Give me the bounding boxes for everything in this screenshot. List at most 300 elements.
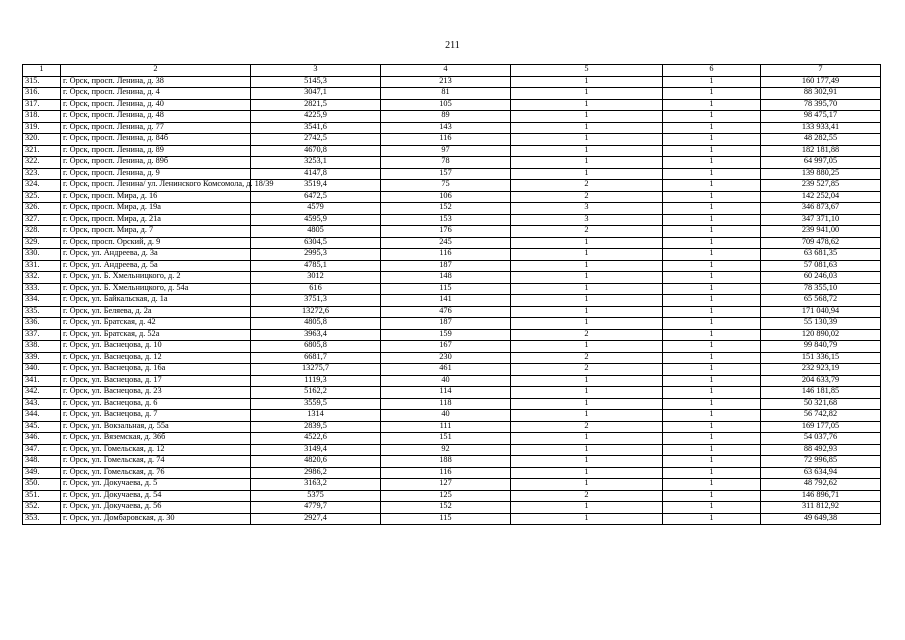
amount-cell: 204 633,79	[761, 375, 881, 387]
area-cell: 1314	[251, 410, 381, 422]
col6-cell: 1	[663, 364, 761, 376]
area-cell: 3519,4	[251, 180, 381, 192]
col5-cell: 1	[511, 157, 663, 169]
area-cell: 3559,5	[251, 398, 381, 410]
row-number-cell: 349.	[23, 467, 61, 479]
address-cell: г. Орск, просп. Мира, д. 21а	[61, 214, 251, 226]
column-header: 6	[663, 65, 761, 77]
count-cell: 141	[381, 295, 511, 307]
count-cell: 125	[381, 490, 511, 502]
table-row	[23, 157, 881, 169]
table-row	[23, 398, 881, 410]
address-cell: г. Орск, ул. Докучаева, д. 5	[61, 479, 251, 491]
area-cell: 4595,9	[251, 214, 381, 226]
col6-cell: 1	[663, 513, 761, 525]
address-cell: г. Орск, просп. Ленина, д. 40	[61, 99, 251, 111]
buildings-table	[22, 64, 881, 525]
row-number-cell: 316.	[23, 88, 61, 100]
amount-cell: 60 246,03	[761, 272, 881, 284]
col6-cell: 1	[663, 180, 761, 192]
amount-cell: 151 336,15	[761, 352, 881, 364]
amount-cell: 78 355,10	[761, 283, 881, 295]
table-row	[23, 502, 881, 514]
address-cell: г. Орск, ул. Докучаева, д. 54	[61, 490, 251, 502]
address-cell: г. Орск, просп. Ленина, д. 84б	[61, 134, 251, 146]
col6-cell: 1	[663, 111, 761, 123]
address-cell: г. Орск, ул. Васнецова, д. 16а	[61, 364, 251, 376]
address-cell: г. Орск, просп. Ленина, д. 77	[61, 122, 251, 134]
col5-cell: 1	[511, 283, 663, 295]
count-cell: 75	[381, 180, 511, 192]
col5-cell: 3	[511, 203, 663, 215]
col6-cell: 1	[663, 295, 761, 307]
area-cell: 4805,8	[251, 318, 381, 330]
area-cell: 3012	[251, 272, 381, 284]
col6-cell: 1	[663, 387, 761, 399]
amount-cell: 50 321,68	[761, 398, 881, 410]
table-row	[23, 134, 881, 146]
row-number-cell: 341.	[23, 375, 61, 387]
count-cell: 187	[381, 318, 511, 330]
row-number-cell: 332.	[23, 272, 61, 284]
area-cell: 3963,4	[251, 329, 381, 341]
count-cell: 111	[381, 421, 511, 433]
col6-cell: 1	[663, 318, 761, 330]
col5-cell: 1	[511, 249, 663, 261]
table-row	[23, 306, 881, 318]
row-number-cell: 327.	[23, 214, 61, 226]
col6-cell: 1	[663, 88, 761, 100]
address-cell: г. Орск, ул. Докучаева, д. 56	[61, 502, 251, 514]
col5-cell: 1	[511, 375, 663, 387]
table-row	[23, 421, 881, 433]
area-cell: 13272,6	[251, 306, 381, 318]
amount-cell: 65 568,72	[761, 295, 881, 307]
area-cell: 3751,3	[251, 295, 381, 307]
count-cell: 213	[381, 76, 511, 88]
col5-cell: 1	[511, 295, 663, 307]
amount-cell: 146 896,71	[761, 490, 881, 502]
count-cell: 245	[381, 237, 511, 249]
address-cell: г. Орск, ул. Андреева, д. 5а	[61, 260, 251, 272]
address-cell: г. Орск, просп. Ленина, д. 89б	[61, 157, 251, 169]
table-header-row	[23, 65, 881, 77]
table-row	[23, 444, 881, 456]
table-row	[23, 329, 881, 341]
col6-cell: 1	[663, 433, 761, 445]
address-cell: г. Орск, ул. Васнецова, д. 10	[61, 341, 251, 353]
amount-cell: 63 634,94	[761, 467, 881, 479]
amount-cell: 49 649,38	[761, 513, 881, 525]
table-row	[23, 479, 881, 491]
table-row	[23, 88, 881, 100]
area-cell: 616	[251, 283, 381, 295]
amount-cell: 99 840,79	[761, 341, 881, 353]
col5-cell: 1	[511, 306, 663, 318]
address-cell: г. Орск, ул. Домбаровская, д. 30	[61, 513, 251, 525]
col5-cell: 1	[511, 99, 663, 111]
area-cell: 4225,9	[251, 111, 381, 123]
amount-cell: 88 492,93	[761, 444, 881, 456]
amount-cell: 133 933,41	[761, 122, 881, 134]
amount-cell: 63 681,35	[761, 249, 881, 261]
amount-cell: 56 742,82	[761, 410, 881, 422]
table-row	[23, 318, 881, 330]
col5-cell: 3	[511, 214, 663, 226]
col6-cell: 1	[663, 134, 761, 146]
address-cell: г. Орск, просп. Ленина, д. 89	[61, 145, 251, 157]
address-cell: г. Орск, ул. Васнецова, д. 7	[61, 410, 251, 422]
page-number: 211	[445, 40, 460, 51]
column-header: 1	[23, 65, 61, 77]
count-cell: 148	[381, 272, 511, 284]
count-cell: 116	[381, 467, 511, 479]
row-number-cell: 326.	[23, 203, 61, 215]
column-header: 3	[251, 65, 381, 77]
table-row	[23, 364, 881, 376]
count-cell: 151	[381, 433, 511, 445]
row-number-cell: 339.	[23, 352, 61, 364]
count-cell: 176	[381, 226, 511, 238]
amount-cell: 78 395,70	[761, 99, 881, 111]
col6-cell: 1	[663, 352, 761, 364]
amount-cell: 142 252,04	[761, 191, 881, 203]
table-row	[23, 272, 881, 284]
table-row	[23, 410, 881, 422]
area-cell: 1119,3	[251, 375, 381, 387]
count-cell: 152	[381, 502, 511, 514]
row-number-cell: 319.	[23, 122, 61, 134]
col5-cell: 2	[511, 364, 663, 376]
col5-cell: 2	[511, 180, 663, 192]
row-number-cell: 340.	[23, 364, 61, 376]
col5-cell: 1	[511, 444, 663, 456]
row-number-cell: 345.	[23, 421, 61, 433]
col6-cell: 1	[663, 157, 761, 169]
row-number-cell: 333.	[23, 283, 61, 295]
row-number-cell: 348.	[23, 456, 61, 468]
col5-cell: 1	[511, 260, 663, 272]
col6-cell: 1	[663, 214, 761, 226]
address-cell: г. Орск, ул. Васнецова, д. 6	[61, 398, 251, 410]
address-cell: г. Орск, ул. Васнецова, д. 23	[61, 387, 251, 399]
row-number-cell: 346.	[23, 433, 61, 445]
col6-cell: 1	[663, 306, 761, 318]
count-cell: 92	[381, 444, 511, 456]
row-number-cell: 351.	[23, 490, 61, 502]
amount-cell: 139 880,25	[761, 168, 881, 180]
col6-cell: 1	[663, 456, 761, 468]
row-number-cell: 318.	[23, 111, 61, 123]
address-cell: г. Орск, просп. Ленина, д. 4	[61, 88, 251, 100]
address-cell: г. Орск, просп. Мира, д. 16	[61, 191, 251, 203]
address-cell: г. Орск, просп. Ленина, д. 9	[61, 168, 251, 180]
address-cell: г. Орск, ул. Братская, д. 42	[61, 318, 251, 330]
table-row	[23, 467, 881, 479]
count-cell: 40	[381, 375, 511, 387]
row-number-cell: 352.	[23, 502, 61, 514]
amount-cell: 57 081,63	[761, 260, 881, 272]
table-row	[23, 168, 881, 180]
table-row	[23, 214, 881, 226]
address-cell: г. Орск, просп. Ленина, д. 48	[61, 111, 251, 123]
col6-cell: 1	[663, 329, 761, 341]
amount-cell: 72 996,85	[761, 456, 881, 468]
count-cell: 40	[381, 410, 511, 422]
col5-cell: 2	[511, 490, 663, 502]
col5-cell: 1	[511, 272, 663, 284]
area-cell: 3163,2	[251, 479, 381, 491]
col5-cell: 1	[511, 88, 663, 100]
table-row	[23, 513, 881, 525]
area-cell: 2839,5	[251, 421, 381, 433]
col6-cell: 1	[663, 410, 761, 422]
row-number-cell: 350.	[23, 479, 61, 491]
col6-cell: 1	[663, 203, 761, 215]
col6-cell: 1	[663, 260, 761, 272]
count-cell: 230	[381, 352, 511, 364]
col5-cell: 1	[511, 502, 663, 514]
row-number-cell: 329.	[23, 237, 61, 249]
address-cell: г. Орск, ул. Б. Хмельницкого, д. 54а	[61, 283, 251, 295]
count-cell: 461	[381, 364, 511, 376]
col6-cell: 1	[663, 490, 761, 502]
col6-cell: 1	[663, 341, 761, 353]
table-row	[23, 456, 881, 468]
col6-cell: 1	[663, 168, 761, 180]
col6-cell: 1	[663, 99, 761, 111]
col5-cell: 1	[511, 456, 663, 468]
address-cell: г. Орск, просп. Мира, д. 7	[61, 226, 251, 238]
address-cell: г. Орск, просп. Ленина/ ул. Ленинского Комсомола, д. 18/39	[61, 180, 251, 192]
col5-cell: 1	[511, 513, 663, 525]
area-cell: 3541,6	[251, 122, 381, 134]
col5-cell: 1	[511, 410, 663, 422]
table-row	[23, 237, 881, 249]
address-cell: г. Орск, ул. Васнецова, д. 12	[61, 352, 251, 364]
col5-cell: 1	[511, 318, 663, 330]
table-row	[23, 76, 881, 88]
count-cell: 106	[381, 191, 511, 203]
table-row	[23, 122, 881, 134]
address-cell: г. Орск, ул. Вяземская, д. 36б	[61, 433, 251, 445]
col5-cell: 1	[511, 76, 663, 88]
col6-cell: 1	[663, 272, 761, 284]
col5-cell: 1	[511, 398, 663, 410]
col5-cell: 1	[511, 387, 663, 399]
count-cell: 476	[381, 306, 511, 318]
count-cell: 78	[381, 157, 511, 169]
address-cell: г. Орск, ул. Беляева, д. 2а	[61, 306, 251, 318]
address-cell: г. Орск, ул. Васнецова, д. 17	[61, 375, 251, 387]
amount-cell: 239 941,00	[761, 226, 881, 238]
count-cell: 167	[381, 341, 511, 353]
table-row	[23, 145, 881, 157]
area-cell: 2821,5	[251, 99, 381, 111]
col6-cell: 1	[663, 467, 761, 479]
count-cell: 116	[381, 134, 511, 146]
col5-cell: 2	[511, 329, 663, 341]
column-header: 5	[511, 65, 663, 77]
count-cell: 153	[381, 214, 511, 226]
amount-cell: 171 040,94	[761, 306, 881, 318]
row-number-cell: 342.	[23, 387, 61, 399]
count-cell: 157	[381, 168, 511, 180]
area-cell: 3047,1	[251, 88, 381, 100]
col6-cell: 1	[663, 375, 761, 387]
amount-cell: 64 997,05	[761, 157, 881, 169]
area-cell: 4820,6	[251, 456, 381, 468]
area-cell: 2986,2	[251, 467, 381, 479]
col6-cell: 1	[663, 283, 761, 295]
area-cell: 6805,8	[251, 341, 381, 353]
col6-cell: 1	[663, 421, 761, 433]
address-cell: г. Орск, ул. Гомельская, д. 76	[61, 467, 251, 479]
row-number-cell: 338.	[23, 341, 61, 353]
count-cell: 159	[381, 329, 511, 341]
area-cell: 4579	[251, 203, 381, 215]
col6-cell: 1	[663, 122, 761, 134]
col6-cell: 1	[663, 398, 761, 410]
col5-cell: 2	[511, 421, 663, 433]
row-number-cell: 330.	[23, 249, 61, 261]
amount-cell: 347 371,10	[761, 214, 881, 226]
row-number-cell: 328.	[23, 226, 61, 238]
amount-cell: 88 302,91	[761, 88, 881, 100]
count-cell: 114	[381, 387, 511, 399]
table-row	[23, 352, 881, 364]
col5-cell: 1	[511, 134, 663, 146]
row-number-cell: 331.	[23, 260, 61, 272]
row-number-cell: 353.	[23, 513, 61, 525]
col6-cell: 1	[663, 249, 761, 261]
amount-cell: 54 037,76	[761, 433, 881, 445]
address-cell: г. Орск, ул. Байкальская, д. 1а	[61, 295, 251, 307]
amount-cell: 48 792,62	[761, 479, 881, 491]
table-row	[23, 387, 881, 399]
table-row	[23, 249, 881, 261]
amount-cell: 160 177,49	[761, 76, 881, 88]
area-cell: 2995,3	[251, 249, 381, 261]
col6-cell: 1	[663, 502, 761, 514]
area-cell: 3253,1	[251, 157, 381, 169]
area-cell: 5145,3	[251, 76, 381, 88]
row-number-cell: 322.	[23, 157, 61, 169]
amount-cell: 120 890,02	[761, 329, 881, 341]
count-cell: 115	[381, 513, 511, 525]
table-row	[23, 203, 881, 215]
address-cell: г. Орск, ул. Гомельская, д. 12	[61, 444, 251, 456]
col5-cell: 1	[511, 433, 663, 445]
address-cell: г. Орск, ул. Вокзальная, д. 55а	[61, 421, 251, 433]
table-row	[23, 99, 881, 111]
table-row	[23, 180, 881, 192]
col5-cell: 1	[511, 168, 663, 180]
area-cell: 6304,5	[251, 237, 381, 249]
amount-cell: 232 923,19	[761, 364, 881, 376]
col6-cell: 1	[663, 237, 761, 249]
amount-cell: 182 181,88	[761, 145, 881, 157]
row-number-cell: 337.	[23, 329, 61, 341]
area-cell: 4785,1	[251, 260, 381, 272]
row-number-cell: 335.	[23, 306, 61, 318]
area-cell: 2742,5	[251, 134, 381, 146]
count-cell: 188	[381, 456, 511, 468]
address-cell: г. Орск, ул. Гомельская, д. 74	[61, 456, 251, 468]
amount-cell: 98 475,17	[761, 111, 881, 123]
col5-cell: 1	[511, 122, 663, 134]
area-cell: 13275,7	[251, 364, 381, 376]
table-row	[23, 341, 881, 353]
col6-cell: 1	[663, 76, 761, 88]
count-cell: 97	[381, 145, 511, 157]
amount-cell: 346 873,67	[761, 203, 881, 215]
col5-cell: 1	[511, 145, 663, 157]
amount-cell: 146 181,85	[761, 387, 881, 399]
table-row	[23, 433, 881, 445]
area-cell: 4805	[251, 226, 381, 238]
amount-cell: 311 812,92	[761, 502, 881, 514]
area-cell: 4522,6	[251, 433, 381, 445]
amount-cell: 239 527,85	[761, 180, 881, 192]
column-header: 7	[761, 65, 881, 77]
col5-cell: 1	[511, 237, 663, 249]
area-cell: 3149,4	[251, 444, 381, 456]
row-number-cell: 343.	[23, 398, 61, 410]
count-cell: 89	[381, 111, 511, 123]
col6-cell: 1	[663, 191, 761, 203]
row-number-cell: 321.	[23, 145, 61, 157]
count-cell: 116	[381, 249, 511, 261]
row-number-cell: 324.	[23, 180, 61, 192]
area-cell: 5375	[251, 490, 381, 502]
table-row	[23, 490, 881, 502]
column-header: 2	[61, 65, 251, 77]
count-cell: 187	[381, 260, 511, 272]
col5-cell: 1	[511, 111, 663, 123]
col5-cell: 1	[511, 479, 663, 491]
row-number-cell: 315.	[23, 76, 61, 88]
column-header: 4	[381, 65, 511, 77]
col5-cell: 1	[511, 467, 663, 479]
area-cell: 4147,8	[251, 168, 381, 180]
count-cell: 143	[381, 122, 511, 134]
col6-cell: 1	[663, 444, 761, 456]
row-number-cell: 334.	[23, 295, 61, 307]
area-cell: 4779,7	[251, 502, 381, 514]
address-cell: г. Орск, ул. Андреева, д. 3а	[61, 249, 251, 261]
table-row	[23, 283, 881, 295]
area-cell: 6681,7	[251, 352, 381, 364]
amount-cell: 55 130,39	[761, 318, 881, 330]
row-number-cell: 323.	[23, 168, 61, 180]
area-cell: 4670,8	[251, 145, 381, 157]
count-cell: 127	[381, 479, 511, 491]
table-row	[23, 375, 881, 387]
col6-cell: 1	[663, 145, 761, 157]
count-cell: 81	[381, 88, 511, 100]
col6-cell: 1	[663, 479, 761, 491]
count-cell: 105	[381, 99, 511, 111]
row-number-cell: 347.	[23, 444, 61, 456]
amount-cell: 48 282,55	[761, 134, 881, 146]
table-row	[23, 260, 881, 272]
row-number-cell: 325.	[23, 191, 61, 203]
address-cell: г. Орск, ул. Б. Хмельницкого, д. 2	[61, 272, 251, 284]
area-cell: 6472,5	[251, 191, 381, 203]
count-cell: 152	[381, 203, 511, 215]
count-cell: 118	[381, 398, 511, 410]
